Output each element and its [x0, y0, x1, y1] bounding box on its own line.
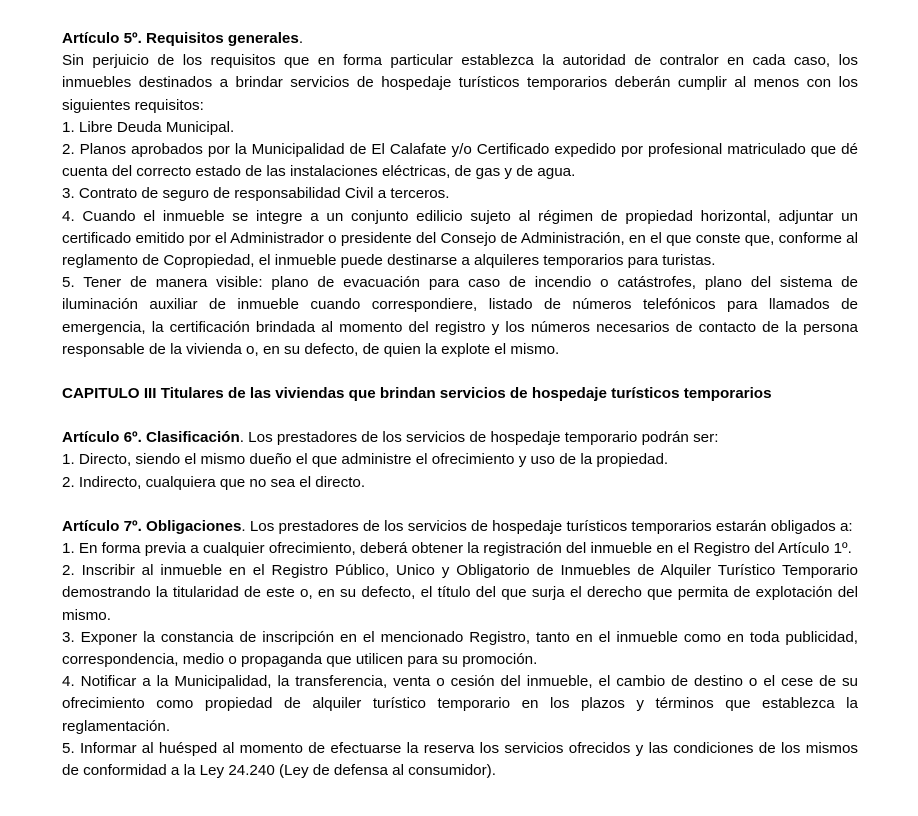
articulo-7-heading-bold: Artículo 7º. Obligaciones — [62, 517, 242, 535]
articulo-5-item-5: 5. Tener de manera visible: plano de evacuación para caso de incendio o catástrofes, plano del sistema de iluminación auxiliar de inmueble cuando correspondiere, listado de números telefónicos para llamados de emergencia, la certificación brindada al momento del registro y los números necesarios de contacto de la persona responsable de la vivienda o, en su defecto, de quien la explote el mismo. — [62, 274, 858, 358]
articulo-5-item-3: 3. Contrato de seguro de responsabilidad Civil a terceros. — [62, 185, 450, 203]
section-spacer — [62, 361, 858, 383]
articulo-5-paragraph-intro: Sin perjuicio de los requisitos que en forma particular establezca la autoridad de contralor en cada caso, los inmuebles destinados a brindar servicios de hospedaje turísticos temporarios deberán cumplir al menos con los siguientes requisitos: — [62, 52, 858, 114]
capitulo-3-heading: CAPITULO III Titulares de las viviendas que brindan servicios de hospedaje turísticos temporarios — [62, 385, 772, 403]
articulo-5-item-1: 1. Libre Deuda Municipal. — [62, 118, 235, 136]
section-spacer — [62, 405, 858, 427]
articulo-5-item-2: 2. Planos aprobados por la Municipalidad de El Calafate y/o Certificado expedido por profesional matriculado que dé cuenta del correcto estado de las instalaciones eléctricas, de gas y de agua. — [62, 141, 858, 181]
articulo-6-item-2: 2. Indirecto, cualquiera que no sea el directo. — [62, 473, 366, 491]
section-spacer — [62, 494, 858, 516]
articulo-7-item-4: 4. Notificar a la Municipalidad, la transferencia, venta o cesión del inmueble, el cambio de destino o el cese de su ofrecimiento como propiedad de alquiler turístico temporario en los plazos y términos que establezca la reglamentación. — [62, 673, 858, 735]
articulo-7-item-1: 1. En forma previa a cualquier ofrecimiento, deberá obtener la registración del inmueble en el Registro del Artículo 1º. — [62, 540, 852, 558]
articulo-7-heading-tail: . Los prestadores de los servicios de hospedaje turísticos temporarios estarán obligados a: — [241, 517, 853, 535]
articulo-6-heading — [62, 427, 858, 449]
articulo-5-heading — [62, 28, 858, 50]
document-body — [62, 28, 858, 782]
articulo-7-item-3: 3. Exponer la constancia de inscripción en el mencionado Registro, tanto en el inmueble como en toda publicidad, correspondencia, medio o propaganda que utilicen para su promoción. — [62, 628, 858, 669]
articulo-5-item-4: 4. Cuando el inmueble se integre a un conjunto edilicio sujeto al régimen de propiedad horizontal, adjuntar un certificado emitido por el Administrador o presidente del Consejo de Administración, en el que conste que, conforme al reglamento de Copropiedad, el inmueble puede destinarse a alquileres temporarios para turistas. — [62, 207, 858, 270]
articulo-5-heading-bold: Artículo 5º. Requisitos generales — [62, 30, 299, 47]
articulo-7-heading — [62, 516, 858, 538]
articulo-7-item-2: 2. Inscribir al inmueble en el Registro Público, Unico y Obligatorio de Inmuebles de Alquiler Turístico Temporario demostrando la titularidad de este o, en su defecto, el título del que surja el derecho que permita de explotación del mismo. — [62, 562, 858, 624]
articulo-6-heading-tail: . Los prestadores de los servicios de hospedaje temporario podrán ser: — [239, 429, 719, 447]
articulo-5-heading-tail: . — [298, 30, 304, 47]
articulo-6-item-1: 1. Directo, siendo el mismo dueño el que administre el ofrecimiento y uso de la propiedad. — [62, 451, 669, 469]
articulo-6-heading-bold: Artículo 6º. Clasificación — [62, 429, 240, 447]
articulo-7-item-5: 5. Informar al huésped al momento de efectuarse la reserva los servicios ofrecidos y las condiciones de los mismos de conformidad a la Ley 24.240 (Ley de defensa al consumidor). — [62, 739, 858, 780]
